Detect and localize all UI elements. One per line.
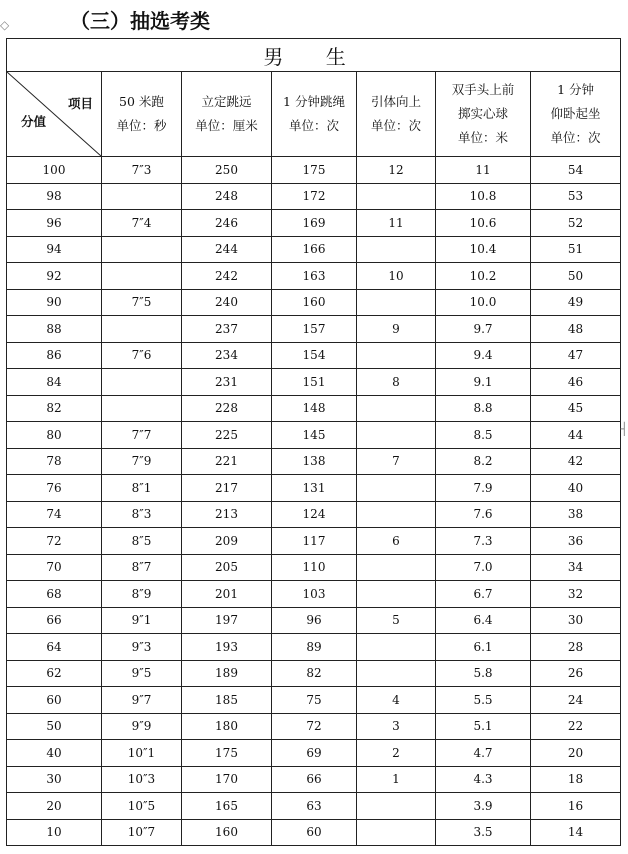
- cell-pull-up: [357, 634, 436, 661]
- table-row: [7, 395, 621, 422]
- cell-sit-up: 49: [531, 289, 621, 316]
- cell-ball-throw: 10.6: [436, 210, 531, 237]
- cell-ball-throw: 9.7: [436, 316, 531, 343]
- cell-long-jump: 165: [182, 793, 272, 820]
- cell-run-50m: 9″1: [102, 607, 182, 634]
- cell-rope-skip: 124: [272, 501, 357, 528]
- table-row: [7, 157, 621, 184]
- cell-score: 64: [7, 634, 102, 661]
- cell-pull-up: [357, 793, 436, 820]
- cell-score: 82: [7, 395, 102, 422]
- cell-rope-skip: 172: [272, 183, 357, 210]
- cell-ball-throw: 6.4: [436, 607, 531, 634]
- cell-ball-throw: 3.9: [436, 793, 531, 820]
- cell-rope-skip: 60: [272, 819, 357, 846]
- cell-long-jump: 234: [182, 342, 272, 369]
- cell-ball-throw: 3.5: [436, 819, 531, 846]
- cell-rope-skip: 63: [272, 793, 357, 820]
- cell-sit-up: 54: [531, 157, 621, 184]
- cell-run-50m: 10″7: [102, 819, 182, 846]
- header-line: 50 米跑: [119, 94, 164, 110]
- cell-pull-up: [357, 342, 436, 369]
- table-row: [7, 422, 621, 449]
- cell-score: 96: [7, 210, 102, 237]
- cell-sit-up: 14: [531, 819, 621, 846]
- cell-pull-up: 1: [357, 766, 436, 793]
- cell-ball-throw: 5.5: [436, 687, 531, 714]
- cell-run-50m: 7″7: [102, 422, 182, 449]
- cell-sit-up: 22: [531, 713, 621, 740]
- cell-ball-throw: 10.0: [436, 289, 531, 316]
- cell-long-jump: 189: [182, 660, 272, 687]
- cell-long-jump: 231: [182, 369, 272, 396]
- cell-score: 78: [7, 448, 102, 475]
- cell-ball-throw: 4.7: [436, 740, 531, 767]
- cell-long-jump: 248: [182, 183, 272, 210]
- table-row: [7, 448, 621, 475]
- cell-ball-throw: 6.1: [436, 634, 531, 661]
- cell-pull-up: [357, 183, 436, 210]
- cell-long-jump: 205: [182, 554, 272, 581]
- cell-score: 66: [7, 607, 102, 634]
- cell-pull-up: [357, 395, 436, 422]
- cell-ball-throw: 8.8: [436, 395, 531, 422]
- table-row: [7, 660, 621, 687]
- cell-rope-skip: 175: [272, 157, 357, 184]
- table-row: [7, 581, 621, 608]
- cell-score: 98: [7, 183, 102, 210]
- table-row: [7, 819, 621, 846]
- cell-ball-throw: 10.2: [436, 263, 531, 290]
- cell-rope-skip: 69: [272, 740, 357, 767]
- cell-rope-skip: 169: [272, 210, 357, 237]
- table-row: [7, 236, 621, 263]
- cell-ball-throw: 10.4: [436, 236, 531, 263]
- cell-rope-skip: 160: [272, 289, 357, 316]
- cell-sit-up: 36: [531, 528, 621, 555]
- cell-ball-throw: 5.8: [436, 660, 531, 687]
- cell-rope-skip: 138: [272, 448, 357, 475]
- cell-pull-up: 10: [357, 263, 436, 290]
- cell-pull-up: [357, 475, 436, 502]
- cell-sit-up: 52: [531, 210, 621, 237]
- cell-run-50m: [102, 369, 182, 396]
- cell-rope-skip: 131: [272, 475, 357, 502]
- cell-long-jump: 242: [182, 263, 272, 290]
- header-line: 双手头上前: [451, 82, 515, 98]
- cell-sit-up: 44: [531, 422, 621, 449]
- cell-score: 90: [7, 289, 102, 316]
- cell-rope-skip: 110: [272, 554, 357, 581]
- table-row: [7, 740, 621, 767]
- table-row: [7, 263, 621, 290]
- corner-label-score: 分值: [21, 114, 47, 130]
- table-row: [7, 210, 621, 237]
- cell-score: 30: [7, 766, 102, 793]
- cell-score: 62: [7, 660, 102, 687]
- cell-long-jump: 225: [182, 422, 272, 449]
- header-line: 1 分钟跳绳: [283, 94, 345, 110]
- header-line: 单位：次: [550, 129, 601, 145]
- cell-ball-throw: 7.6: [436, 501, 531, 528]
- cell-run-50m: 8″7: [102, 554, 182, 581]
- cell-ball-throw: 6.7: [436, 581, 531, 608]
- cell-ball-throw: 4.3: [436, 766, 531, 793]
- header-line: 引体向上: [370, 94, 421, 110]
- cell-pull-up: [357, 289, 436, 316]
- scoring-table: [6, 38, 621, 846]
- corner-mark: ◇: [0, 18, 10, 32]
- cell-long-jump: 170: [182, 766, 272, 793]
- column-header-rope-skipping: [272, 72, 357, 157]
- cell-long-jump: 240: [182, 289, 272, 316]
- cell-run-50m: 9″5: [102, 660, 182, 687]
- corner-label-item: 项目: [67, 96, 93, 111]
- cell-score: 94: [7, 236, 102, 263]
- cell-sit-up: 34: [531, 554, 621, 581]
- cell-sit-up: 46: [531, 369, 621, 396]
- cell-score: 92: [7, 263, 102, 290]
- table-row: [7, 316, 621, 343]
- cell-long-jump: 221: [182, 448, 272, 475]
- corner-header-cell: [7, 72, 102, 157]
- header-line: 1 分钟: [557, 82, 594, 98]
- cell-ball-throw: 8.5: [436, 422, 531, 449]
- cell-pull-up: 3: [357, 713, 436, 740]
- table-row: [7, 634, 621, 661]
- cell-run-50m: 7″5: [102, 289, 182, 316]
- cell-score: 84: [7, 369, 102, 396]
- cell-pull-up: 6: [357, 528, 436, 555]
- cell-rope-skip: 166: [272, 236, 357, 263]
- cell-pull-up: 8: [357, 369, 436, 396]
- cell-sit-up: 30: [531, 607, 621, 634]
- cell-long-jump: 185: [182, 687, 272, 714]
- cell-rope-skip: 89: [272, 634, 357, 661]
- table-row: [7, 607, 621, 634]
- cell-sit-up: 47: [531, 342, 621, 369]
- cell-long-jump: 193: [182, 634, 272, 661]
- cell-long-jump: 209: [182, 528, 272, 555]
- cell-sit-up: 48: [531, 316, 621, 343]
- column-header-medicine-ball-throw: [436, 72, 531, 157]
- cell-run-50m: [102, 183, 182, 210]
- cell-ball-throw: 10.8: [436, 183, 531, 210]
- cell-pull-up: [357, 554, 436, 581]
- cell-run-50m: 9″3: [102, 634, 182, 661]
- cell-run-50m: 10″1: [102, 740, 182, 767]
- cell-ball-throw: 5.1: [436, 713, 531, 740]
- table-row: [7, 528, 621, 555]
- cell-sit-up: 53: [531, 183, 621, 210]
- header-line: 单位：米: [457, 129, 508, 145]
- cell-run-50m: 8″1: [102, 475, 182, 502]
- cell-pull-up: [357, 501, 436, 528]
- cell-run-50m: 7″3: [102, 157, 182, 184]
- cell-long-jump: 175: [182, 740, 272, 767]
- cell-score: 10: [7, 819, 102, 846]
- table-row: [7, 475, 621, 502]
- cell-pull-up: 12: [357, 157, 436, 184]
- header-line: 单位：次: [370, 118, 421, 133]
- cell-run-50m: [102, 236, 182, 263]
- cell-ball-throw: 8.2: [436, 448, 531, 475]
- cell-sit-up: 28: [531, 634, 621, 661]
- cell-rope-skip: 72: [272, 713, 357, 740]
- table-row: [7, 183, 621, 210]
- cell-sit-up: 32: [531, 581, 621, 608]
- cell-score: 50: [7, 713, 102, 740]
- cell-sit-up: 51: [531, 236, 621, 263]
- cell-sit-up: 18: [531, 766, 621, 793]
- table-body: [7, 157, 621, 846]
- column-header-sit-ups: [531, 72, 621, 157]
- cell-run-50m: 10″3: [102, 766, 182, 793]
- cell-long-jump: 213: [182, 501, 272, 528]
- cell-rope-skip: 163: [272, 263, 357, 290]
- cell-pull-up: 7: [357, 448, 436, 475]
- column-header-standing-long-jump: [182, 72, 272, 157]
- cell-rope-skip: 151: [272, 369, 357, 396]
- cell-long-jump: 244: [182, 236, 272, 263]
- cell-score: 72: [7, 528, 102, 555]
- cell-sit-up: 20: [531, 740, 621, 767]
- cell-score: 80: [7, 422, 102, 449]
- table-row: [7, 289, 621, 316]
- cell-pull-up: [357, 660, 436, 687]
- cell-long-jump: 160: [182, 819, 272, 846]
- cell-long-jump: 250: [182, 157, 272, 184]
- cell-long-jump: 180: [182, 713, 272, 740]
- table-row: [7, 554, 621, 581]
- cell-score: 76: [7, 475, 102, 502]
- header-line: 单位：秒: [116, 118, 167, 133]
- cell-rope-skip: 145: [272, 422, 357, 449]
- cell-sit-up: 26: [531, 660, 621, 687]
- section-title: （三）抽选考类: [70, 9, 210, 33]
- cell-pull-up: [357, 236, 436, 263]
- cell-pull-up: [357, 581, 436, 608]
- cell-run-50m: 7″4: [102, 210, 182, 237]
- cell-run-50m: 8″3: [102, 501, 182, 528]
- table-row: [7, 342, 621, 369]
- cell-ball-throw: 7.9: [436, 475, 531, 502]
- table-row: [7, 501, 621, 528]
- cell-run-50m: 8″5: [102, 528, 182, 555]
- cell-pull-up: 11: [357, 210, 436, 237]
- cell-long-jump: 201: [182, 581, 272, 608]
- cell-pull-up: [357, 422, 436, 449]
- cell-rope-skip: 157: [272, 316, 357, 343]
- cell-run-50m: 7″6: [102, 342, 182, 369]
- cell-run-50m: 8″9: [102, 581, 182, 608]
- header-line: 掷实心球: [457, 106, 508, 122]
- header-line: 单位：厘米: [195, 118, 258, 133]
- cell-pull-up: [357, 819, 436, 846]
- cell-rope-skip: 154: [272, 342, 357, 369]
- table-row: [7, 793, 621, 820]
- edge-mark: ┤: [620, 422, 628, 436]
- cell-rope-skip: 148: [272, 395, 357, 422]
- cell-score: 74: [7, 501, 102, 528]
- cell-rope-skip: 82: [272, 660, 357, 687]
- table-row: [7, 687, 621, 714]
- cell-sit-up: 38: [531, 501, 621, 528]
- cell-sit-up: 16: [531, 793, 621, 820]
- cell-sit-up: 42: [531, 448, 621, 475]
- cell-score: 20: [7, 793, 102, 820]
- cell-run-50m: 10″5: [102, 793, 182, 820]
- cell-run-50m: 9″9: [102, 713, 182, 740]
- cell-long-jump: 197: [182, 607, 272, 634]
- column-header-pull-up: [357, 72, 436, 157]
- cell-long-jump: 217: [182, 475, 272, 502]
- column-header-50m-run: [102, 72, 182, 157]
- cell-rope-skip: 117: [272, 528, 357, 555]
- gender-header: 男 生: [7, 39, 621, 72]
- table-row: [7, 713, 621, 740]
- cell-pull-up: 9: [357, 316, 436, 343]
- cell-long-jump: 228: [182, 395, 272, 422]
- cell-pull-up: 2: [357, 740, 436, 767]
- header-line: 立定跳远: [201, 94, 252, 110]
- table-row: [7, 369, 621, 396]
- cell-ball-throw: 7.3: [436, 528, 531, 555]
- cell-score: 40: [7, 740, 102, 767]
- cell-run-50m: [102, 316, 182, 343]
- cell-pull-up: 4: [357, 687, 436, 714]
- cell-score: 86: [7, 342, 102, 369]
- cell-pull-up: 5: [357, 607, 436, 634]
- cell-ball-throw: 9.1: [436, 369, 531, 396]
- cell-rope-skip: 75: [272, 687, 357, 714]
- header-line: 单位：次: [288, 118, 339, 133]
- table-row: [7, 766, 621, 793]
- cell-sit-up: 45: [531, 395, 621, 422]
- cell-sit-up: 24: [531, 687, 621, 714]
- cell-rope-skip: 103: [272, 581, 357, 608]
- cell-run-50m: [102, 263, 182, 290]
- cell-score: 70: [7, 554, 102, 581]
- cell-rope-skip: 96: [272, 607, 357, 634]
- cell-run-50m: 7″9: [102, 448, 182, 475]
- header-line: 仰卧起坐: [550, 106, 601, 122]
- cell-long-jump: 246: [182, 210, 272, 237]
- cell-score: 60: [7, 687, 102, 714]
- cell-rope-skip: 66: [272, 766, 357, 793]
- cell-long-jump: 237: [182, 316, 272, 343]
- cell-score: 88: [7, 316, 102, 343]
- cell-score: 68: [7, 581, 102, 608]
- cell-sit-up: 40: [531, 475, 621, 502]
- cell-sit-up: 50: [531, 263, 621, 290]
- cell-run-50m: [102, 395, 182, 422]
- cell-ball-throw: 9.4: [436, 342, 531, 369]
- cell-score: 100: [7, 157, 102, 184]
- cell-run-50m: 9″7: [102, 687, 182, 714]
- cell-ball-throw: 7.0: [436, 554, 531, 581]
- cell-ball-throw: 11: [436, 157, 531, 184]
